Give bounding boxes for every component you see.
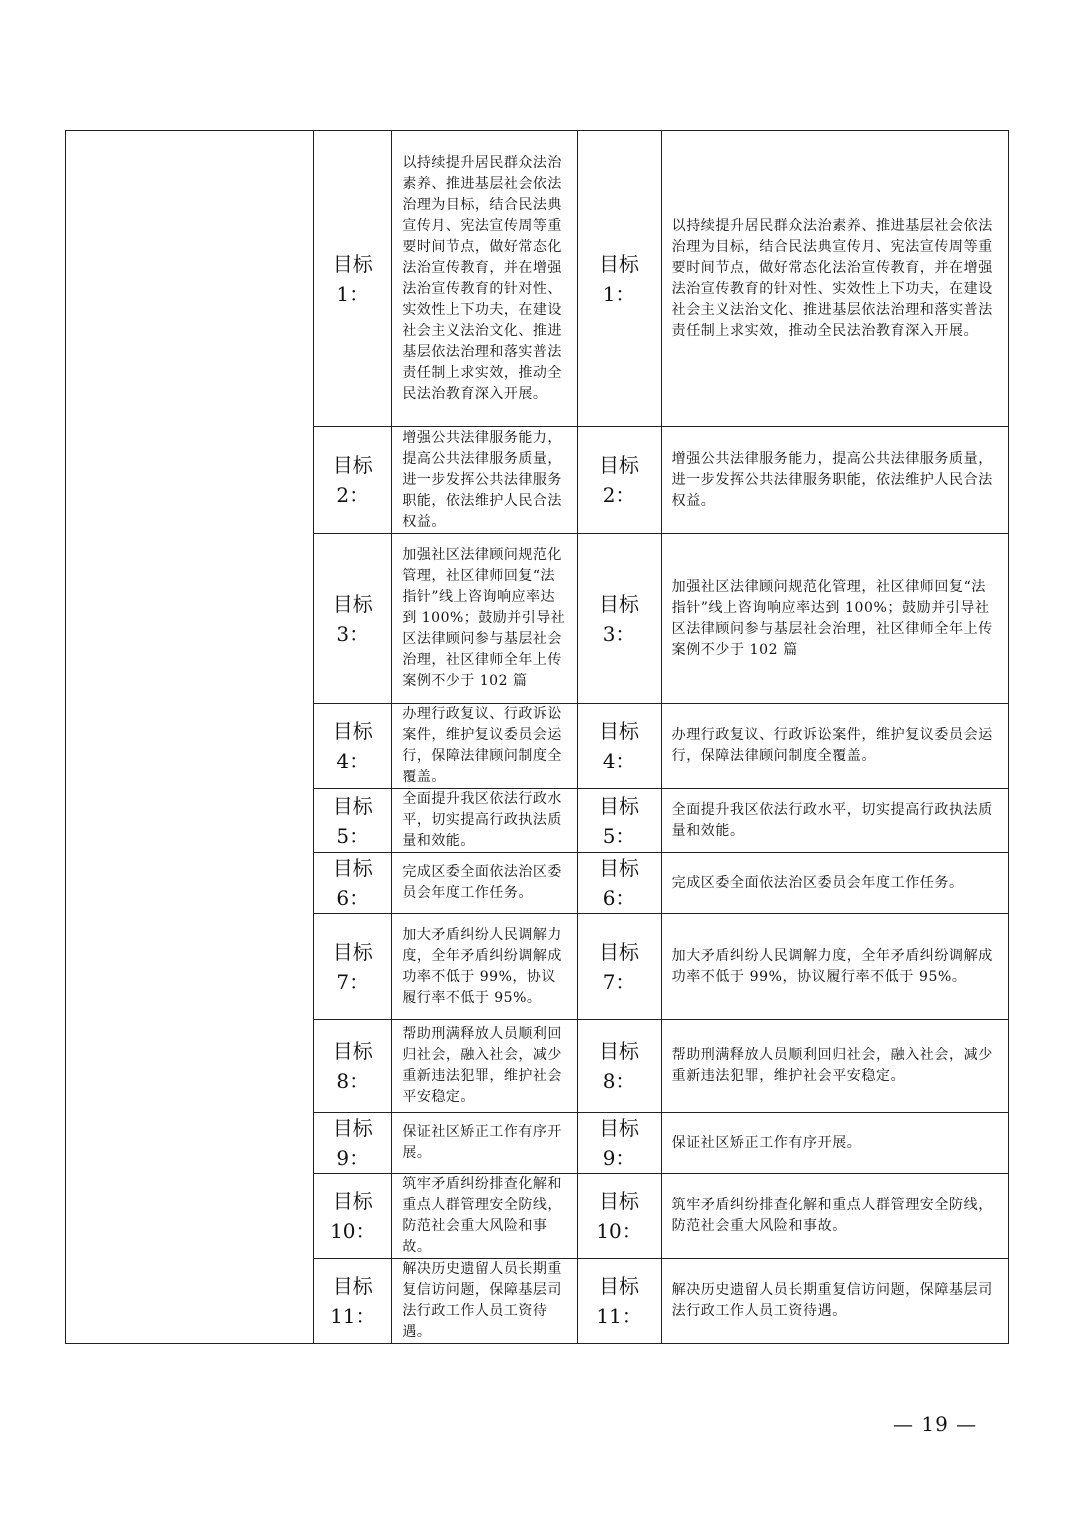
goal-label-left: 目标 8： — [314, 1020, 392, 1113]
goal-text-wide: 帮助刑满释放人员顺利回归社会，融入社会，减少重新违法犯罪，维护社会平安稳定。 — [661, 1020, 1008, 1113]
goal-text-wide: 办理行政复议、行政诉讼案件，维护复议委员会运行，保障法律顾问制度全覆盖。 — [661, 704, 1008, 789]
page-number: — 19 — — [893, 1412, 978, 1436]
goal-label-left: 目标 9： — [314, 1113, 392, 1174]
goal-label-left: 目标 2： — [314, 427, 392, 534]
goal-text-narrow: 以持续提升居民群众法治素养、推进基层社会依法治理为目标，结合民法典宣传月、宪法宣传周等重要时间节点，做好常态化法治宣传教育，并在增强法治宣传教育的针对性、实效性上下功夫，在建设社会主义法治文化、推进基层依法治理和落实普法责任制上求实效，推动全民法治教育深入开展。 — [392, 131, 577, 427]
goal-text-narrow: 增强公共法律服务能力，提高公共法律服务质量，进一步发挥公共法律服务职能，依法维护人民合法权益。 — [392, 427, 577, 534]
goal-label-right: 目标 7： — [577, 914, 661, 1020]
goal-text-wide: 加强社区法律顾问规范化管理，社区律师回复“法指针”线上咨询响应率达到 100%；鼓励并引导社区法律顾问参与基层社会治理，社区律师全年上传案例不少于 102 篇 — [661, 534, 1008, 704]
goal-text-narrow: 帮助刑满释放人员顺利回归社会，融入社会，减少重新违法犯罪，维护社会平安稳定。 — [392, 1020, 577, 1113]
goal-label-right: 目标 1： — [577, 131, 661, 427]
goal-label-right: 目标 8： — [577, 1020, 661, 1113]
goal-label-right: 目标 4： — [577, 704, 661, 789]
goal-text-wide: 增强公共法律服务能力，提高公共法律服务质量，进一步发挥公共法律服务职能，依法维护人民合法权益。 — [661, 427, 1008, 534]
goal-text-narrow: 解决历史遗留人员长期重复信访问题，保障基层司法行政工作人员工资待遇。 — [392, 1259, 577, 1344]
goal-text-narrow: 保证社区矫正工作有序开展。 — [392, 1113, 577, 1174]
goal-label-right: 目标 2： — [577, 427, 661, 534]
goal-text-narrow: 加强社区法律顾问规范化管理，社区律师回复“法指针”线上咨询响应率达到 100%；鼓励并引导社区法律顾问参与基层社会治理，社区律师全年上传案例不少于 102 篇 — [392, 534, 577, 704]
goal-text-wide: 以持续提升居民群众法治素养、推进基层社会依法治理为目标，结合民法典宣传月、宪法宣传周等重要时间节点，做好常态化法治宣传教育，并在增强法治宣传教育的针对性、实效性上下功夫，在建设社会主义法治文化、推进基层依法治理和落实普法责任制上求实效，推动全民法治教育深入开展。 — [661, 131, 1008, 427]
goal-text-narrow: 办理行政复议、行政诉讼案件，维护复议委员会运行，保障法律顾问制度全覆盖。 — [392, 704, 577, 789]
goal-label-right: 目标 5： — [577, 789, 661, 853]
goals-table-container — [65, 130, 1009, 1344]
goal-text-wide: 完成区委全面依法治区委员会年度工作任务。 — [661, 853, 1008, 914]
goals-table — [65, 130, 1009, 1344]
goal-text-wide: 筑牢矛盾纠纷排查化解和重点人群管理安全防线，防范社会重大风险和事故。 — [661, 1174, 1008, 1259]
goal-label-left: 目标 11： — [314, 1259, 392, 1344]
goal-text-wide: 解决历史遗留人员长期重复信访问题，保障基层司法行政工作人员工资待遇。 — [661, 1259, 1008, 1344]
goal-text-narrow: 筑牢矛盾纠纷排查化解和重点人群管理安全防线，防范社会重大风险和事故。 — [392, 1174, 577, 1259]
table-row — [66, 131, 1009, 427]
goal-label-right: 目标 9： — [577, 1113, 661, 1174]
goal-label-left: 目标 5： — [314, 789, 392, 853]
goal-label-right: 目标 6： — [577, 853, 661, 914]
goal-text-narrow: 完成区委全面依法治区委员会年度工作任务。 — [392, 853, 577, 914]
goal-label-right: 目标 3： — [577, 534, 661, 704]
goal-text-wide: 保证社区矫正工作有序开展。 — [661, 1113, 1008, 1174]
goal-text-wide: 全面提升我区依法行政水平，切实提高行政执法质量和效能。 — [661, 789, 1008, 853]
left-merged-cell — [66, 131, 314, 1344]
goal-text-wide: 加大矛盾纠纷人民调解力度，全年矛盾纠纷调解成功率不低于 99%，协议履行率不低于 95%。 — [661, 914, 1008, 1020]
goal-label-left: 目标 3： — [314, 534, 392, 704]
goal-label-left: 目标 1： — [314, 131, 392, 427]
goal-text-narrow: 全面提升我区依法行政水平，切实提高行政执法质量和效能。 — [392, 789, 577, 853]
goal-label-left: 目标 6： — [314, 853, 392, 914]
goal-label-left: 目标 7： — [314, 914, 392, 1020]
goal-label-right: 目标 11： — [577, 1259, 661, 1344]
goal-label-right: 目标 10： — [577, 1174, 661, 1259]
goal-label-left: 目标 4： — [314, 704, 392, 789]
goal-text-narrow: 加大矛盾纠纷人民调解力度，全年矛盾纠纷调解成功率不低于 99%，协议履行率不低于 95%。 — [392, 914, 577, 1020]
goal-label-left: 目标 10： — [314, 1174, 392, 1259]
